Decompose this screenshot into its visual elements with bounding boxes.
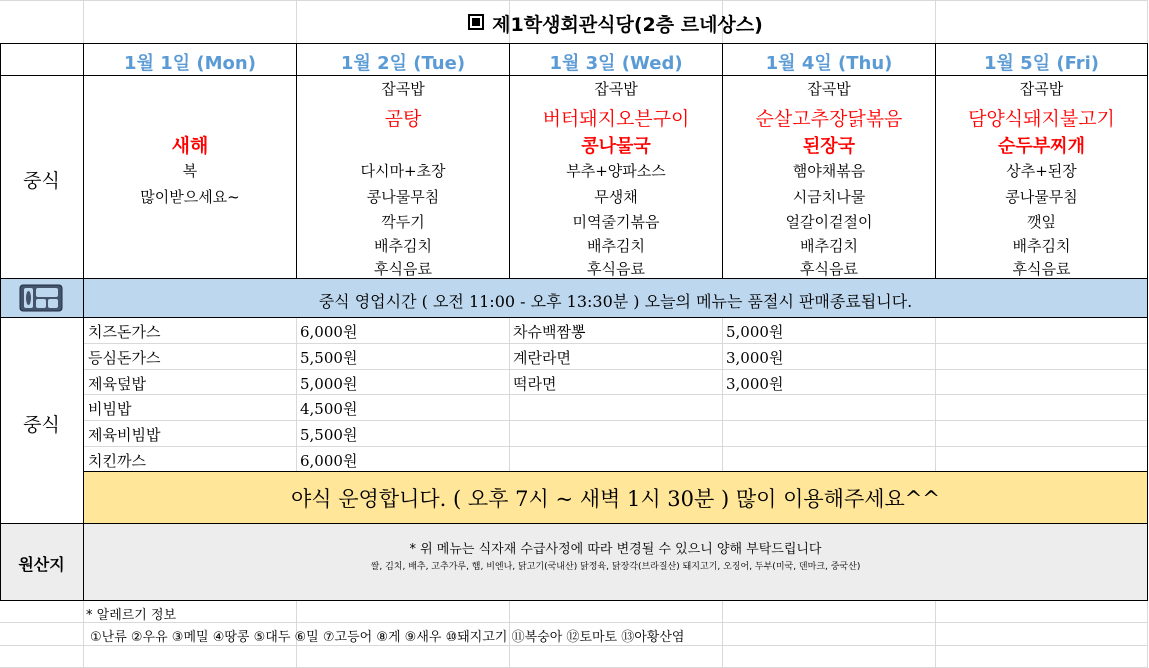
allergy-list: ①난류 ②우유 ③메밀 ④땅콩 ⑤대두 ⑥밀 ⑦고등어 ⑧게 ⑨새우 ⑩돼지고기 ⑪복숭아 ⑫토마토 ⑬아황산염 [90,630,685,645]
snack-item-price: 5,500원 [300,349,358,367]
mon-line-1: 복 [182,162,198,180]
snack-item-price: 3,000원 [726,375,784,393]
snack-item-price: 3,000원 [726,349,784,367]
snack-item-price: 6,000원 [300,323,358,341]
snack-item-price: 5,000원 [726,323,784,341]
fri-soup: 순두부찌개 [998,136,1085,157]
day-header-tue: 1월 2일 (Tue) [340,53,466,74]
mon-line-2: 많이받으세요~ [140,188,240,206]
thu-side-4: 배추김치 [800,237,858,255]
tue-side-4: 배추김치 [374,237,432,255]
allergy-title: * 알레르기 정보 [86,608,177,623]
snack-item-name: 치즈돈가스 [88,323,161,341]
wed-main: 버터돼지오븐구이 [542,108,690,130]
thu-main: 순살고추장닭볶음 [755,108,903,130]
fri-main: 담양식돼지불고기 [968,108,1115,130]
snack-label: 중식 [23,414,60,436]
day-header-wed: 1월 3일 (Wed) [549,53,683,74]
wed-side-1: 부추+양파소스 [566,162,666,180]
wed-side-3: 미역줄기볶음 [572,213,660,231]
thu-soup: 된장국 [802,136,856,157]
wed-side-2: 무생채 [594,188,638,206]
day-header-fri: 1월 5일 (Fri) [983,53,1099,74]
tue-side-3: 깍두기 [381,213,425,231]
thu-rice: 잡곡밥 [807,80,851,98]
lunch-label: 중식 [23,170,60,192]
snack-item-name: 제육비빔밥 [88,426,161,444]
origin-note: * 위 메뉴는 식자재 수급사정에 따라 변경될 수 있으니 양해 부탁드립니다 [409,542,822,557]
tue-side-2: 콩나물무침 [366,188,440,206]
snack-item-price: 4,500원 [300,400,358,418]
page-title [83,10,1148,36]
snack-item-price: 5,000원 [300,375,358,393]
fri-side-4: 배추김치 [1012,237,1071,255]
wed-soup: 콩나물국 [581,136,651,157]
origin-detail: 쌀, 김치, 배추, 고추가루, 햄, 비엔나, 닭고기(국내산) 닭정육, 닭장각(브라질산) 돼지고기, 오징어, 두부(미국, 덴마크, 중국산) [370,562,861,572]
snack-item-name: 비빔밥 [88,400,132,418]
snack-item-price: 6,000원 [300,452,358,470]
title-text: 제1학생회관식당(2층 르네상스) [492,14,763,36]
snack-item-name: 떡라면 [513,375,557,393]
tue-side-1: 다시마+초장 [360,162,446,180]
wed-side-5: 후식음료 [587,260,645,278]
fri-rice: 잡곡밥 [1019,80,1064,98]
night-snack-banner: 야식 운영합니다. ( 오후 7시 ~ 새벽 1시 30분 ) 많이 이용해주세요^^ [290,487,940,511]
wed-rice: 잡곡밥 [594,80,638,98]
origin-label: 원산지 [18,555,65,574]
mon-special: 새해 [171,135,209,157]
fri-side-5: 후식음료 [1012,260,1071,278]
fri-side-3: 깻잎 [1027,213,1056,231]
thu-side-3: 얼갈이겉절이 [785,213,873,231]
snack-item-name: 차슈백짬뽕 [513,323,586,341]
thu-side-2: 시금치나물 [792,188,866,206]
snack-item-name: 제육덮밥 [88,375,146,393]
snack-item-name: 치킨까스 [88,452,146,470]
thu-side-5: 후식음료 [800,260,858,278]
snack-item-price: 5,500원 [300,426,358,444]
tue-side-5: 후식음료 [374,260,432,278]
fri-side-1: 상추+된장 [1006,162,1077,180]
tue-main: 곰탕 [384,108,422,130]
square-icon [468,14,484,30]
thu-side-1: 햄야채볶음 [792,162,866,180]
wed-side-4: 배추김치 [587,237,645,255]
operating-hours-notice: 중식 영업시간 ( 오전 11:00 - 오후 13:30분 ) 오늘의 메뉴는 품절시 판매종료됩니다. [318,292,913,311]
fri-side-2: 콩나물무침 [1005,188,1078,206]
snack-item-name: 계란라면 [513,349,571,367]
snack-item-name: 등심돈가스 [88,349,161,367]
meal-tray-icon [18,283,64,313]
day-header-mon: 1월 1일 (Mon) [124,53,256,74]
tue-rice: 잡곡밥 [381,80,425,98]
day-header-thu: 1월 4일 (Thu) [765,53,893,74]
